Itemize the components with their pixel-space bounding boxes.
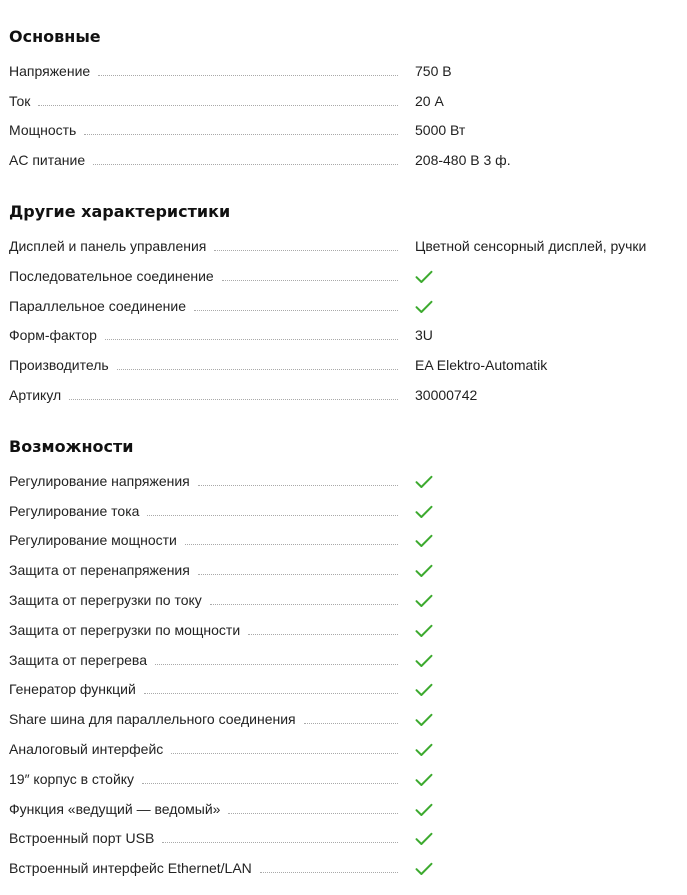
- dotted-leader: [210, 604, 398, 605]
- check-icon: [415, 652, 433, 668]
- spec-row: [9, 853, 678, 883]
- spec-row: [9, 56, 678, 86]
- spec-value: EA Elektro-Automatik: [415, 357, 548, 374]
- spec-label: Защита от перегрузки по мощности: [9, 621, 241, 638]
- check-icon: [415, 830, 433, 846]
- spec-label: Share шина для параллельного соединения: [9, 711, 296, 728]
- spec-row: [9, 496, 678, 526]
- spec-label-cell: [9, 297, 406, 315]
- spec-section: [9, 201, 678, 410]
- spec-label: Дисплей и панель управления: [9, 238, 207, 255]
- section-title: Основные: [9, 27, 101, 46]
- check-icon: [415, 711, 433, 727]
- spec-label-cell: [9, 531, 406, 549]
- spec-label-cell: [9, 561, 406, 579]
- spec-label-cell: [9, 859, 406, 877]
- spec-label-cell: [9, 267, 406, 285]
- spec-label-cell: [9, 680, 406, 698]
- spec-row: [9, 734, 678, 764]
- dotted-leader: [69, 399, 398, 400]
- spec-label: Производитель: [9, 357, 109, 374]
- spec-label-cell: [9, 621, 406, 639]
- spec-label: Артикул: [9, 387, 62, 404]
- spec-label-cell: [9, 356, 406, 374]
- spec-label: Параллельное соединение: [9, 297, 187, 314]
- spec-label: Регулирование тока: [9, 502, 140, 519]
- dotted-leader: [214, 250, 398, 251]
- spec-row: [9, 675, 678, 705]
- check-icon: [415, 741, 433, 757]
- dotted-leader: [228, 813, 398, 814]
- spec-value: 208-480 В 3 ф.: [415, 152, 511, 169]
- spec-label: Мощность: [9, 122, 77, 139]
- spec-row: [9, 585, 678, 615]
- spec-section: [9, 436, 678, 883]
- check-icon: [415, 473, 433, 489]
- section-title: Возможности: [9, 436, 134, 456]
- spec-row: [9, 116, 678, 146]
- spec-value: 30000742: [415, 387, 478, 404]
- spec-row: [9, 380, 678, 410]
- dotted-leader: [248, 634, 398, 635]
- spec-label-cell: [9, 121, 406, 139]
- spec-row: [9, 555, 678, 585]
- spec-row: [9, 615, 678, 645]
- spec-row: [9, 824, 678, 854]
- dotted-leader: [194, 310, 398, 311]
- spec-label: Форм-фактор: [9, 327, 97, 344]
- spec-value: Цветной сенсорный дисплей, ручки: [415, 238, 647, 255]
- spec-label-cell: [9, 386, 406, 404]
- spec-row: [9, 86, 678, 116]
- dotted-leader: [198, 485, 398, 486]
- dotted-leader: [222, 280, 398, 281]
- spec-section: [9, 26, 678, 175]
- dotted-leader: [93, 164, 398, 165]
- spec-label: Защита от перегрузки по току: [9, 592, 202, 609]
- dotted-leader: [84, 134, 398, 135]
- dotted-leader: [171, 753, 398, 754]
- spec-label-cell: [9, 237, 406, 255]
- dotted-leader: [162, 842, 398, 843]
- spec-label: Встроенный интерфейс Ethernet/LAN: [9, 860, 252, 877]
- spec-row: [9, 526, 678, 556]
- dotted-leader: [142, 783, 398, 784]
- spec-label-cell: [9, 651, 406, 669]
- check-icon: [415, 592, 433, 608]
- dotted-leader: [144, 693, 398, 694]
- check-icon: [415, 622, 433, 638]
- dotted-leader: [155, 664, 398, 665]
- spec-label-cell: [9, 62, 406, 80]
- spec-label: Аналоговый интерфейс: [9, 741, 164, 758]
- spec-sections: [9, 26, 678, 883]
- spec-label-cell: [9, 770, 406, 788]
- spec-row: [9, 466, 678, 496]
- check-icon: [415, 562, 433, 578]
- check-icon: [415, 771, 433, 787]
- spec-row: [9, 764, 678, 794]
- dotted-leader: [198, 574, 398, 575]
- spec-label-cell: [9, 800, 406, 818]
- spec-label: Встроенный порт USB: [9, 830, 155, 847]
- spec-label: Защита от перегрева: [9, 651, 147, 668]
- dotted-leader: [117, 369, 398, 370]
- spec-label-cell: [9, 591, 406, 609]
- spec-value: 20 А: [415, 92, 444, 109]
- check-icon: [415, 532, 433, 548]
- dotted-leader: [185, 544, 398, 545]
- spec-label: Генератор функций: [9, 681, 136, 698]
- spec-value: 750 В: [415, 62, 452, 79]
- check-icon: [415, 503, 433, 519]
- dotted-leader: [38, 105, 398, 106]
- spec-row: [9, 231, 678, 261]
- spec-label: Ток: [9, 92, 31, 109]
- spec-label-cell: [9, 326, 406, 344]
- dotted-leader: [105, 339, 398, 340]
- spec-label: Регулирование напряжения: [9, 472, 190, 489]
- spec-label-cell: [9, 472, 406, 490]
- spec-label: 19″ корпус в стойку: [9, 770, 135, 787]
- spec-label: Регулирование мощности: [9, 532, 177, 549]
- dotted-leader: [304, 723, 398, 724]
- check-icon: [415, 860, 433, 876]
- spec-label-cell: [9, 710, 406, 728]
- spec-label: Напряжение: [9, 62, 91, 79]
- spec-label-cell: [9, 151, 406, 169]
- check-icon: [415, 298, 433, 314]
- spec-label-cell: [9, 829, 406, 847]
- check-icon: [415, 268, 433, 284]
- spec-label: AC питание: [9, 152, 86, 169]
- spec-label-cell: [9, 502, 406, 520]
- dotted-leader: [260, 872, 398, 873]
- spec-label: Последовательное соединение: [9, 267, 214, 284]
- spec-row: [9, 321, 678, 351]
- spec-row: [9, 291, 678, 321]
- check-icon: [415, 801, 433, 817]
- spec-row: [9, 145, 678, 175]
- spec-value: 3U: [415, 327, 433, 344]
- dotted-leader: [98, 75, 398, 76]
- spec-label-cell: [9, 740, 406, 758]
- spec-row: [9, 261, 678, 291]
- spec-label-cell: [9, 92, 406, 110]
- section-title: Другие характеристики: [9, 202, 231, 222]
- spec-row: [9, 704, 678, 734]
- dotted-leader: [147, 515, 398, 516]
- spec-row: [9, 645, 678, 675]
- spec-value: 5000 Вт: [415, 122, 466, 139]
- spec-row: [9, 350, 678, 380]
- spec-label: Функция «ведущий — ведомый»: [9, 800, 221, 817]
- check-icon: [415, 681, 433, 697]
- spec-row: [9, 794, 678, 824]
- spec-label: Защита от перенапряжения: [9, 562, 190, 579]
